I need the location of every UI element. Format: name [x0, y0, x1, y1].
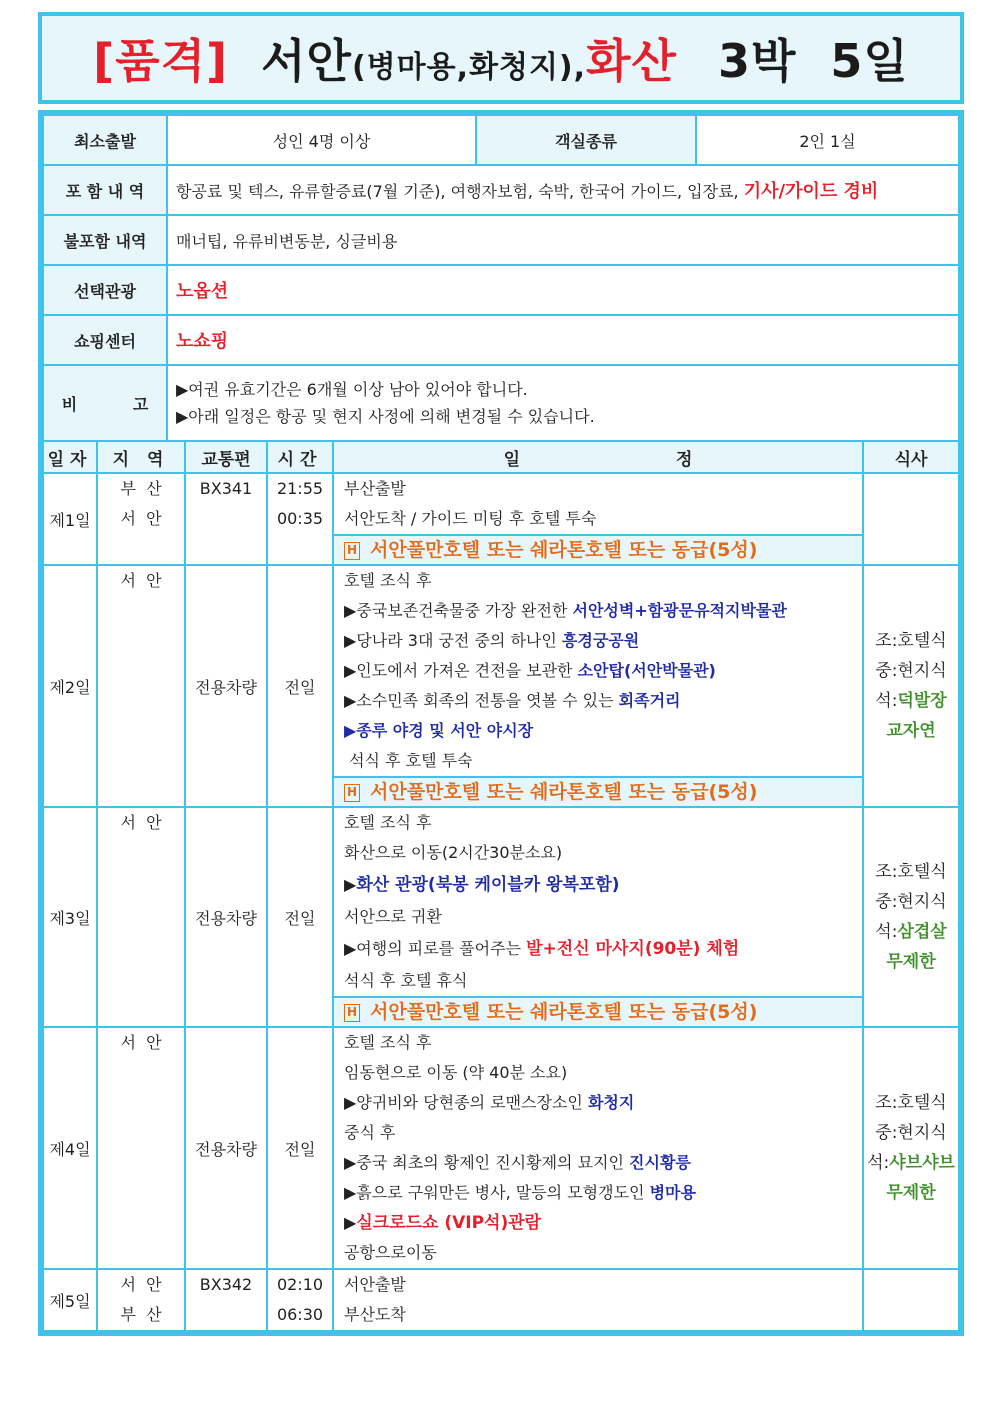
schedule-line: 부산도착 — [344, 1305, 406, 1324]
schedule-line: 석식 후 호텔 휴식 — [344, 971, 468, 990]
header-region: 지 역 — [97, 441, 185, 473]
time-cell — [267, 1269, 333, 1331]
title-city-huashan: 화산 — [586, 34, 677, 88]
meal-dinner-detail: 교자연 — [886, 721, 936, 741]
meal-breakfast: 조:호텔식 — [875, 1093, 947, 1113]
schedule-cell — [333, 807, 863, 1027]
room-type-value: 2인 1실 — [696, 115, 959, 165]
day-row-5 — [43, 1269, 959, 1331]
time-arrive: 00:35 — [276, 509, 324, 528]
hotel-line — [334, 776, 862, 806]
meals-cell — [863, 1027, 959, 1269]
room-type-label: 객실종류 — [476, 115, 696, 165]
header-schedule: 일 정 — [333, 441, 863, 473]
meal-dinner: 석:샤브샤브 — [867, 1153, 955, 1173]
schedule-line: 서안도착 / 가이드 미팅 후 호텔 투숙 — [344, 509, 597, 528]
region-xian: 서 안 — [120, 1033, 162, 1052]
schedule-line: 서안으로 귀환 — [344, 907, 442, 926]
transport-cell: 전용차량 — [185, 1027, 267, 1269]
header-day: 일자 — [43, 441, 97, 473]
hotel-icon: H — [344, 784, 360, 802]
meal-dinner-detail: 무제한 — [886, 1183, 936, 1203]
title-grade: [품격] — [93, 34, 229, 88]
optional-tour-label: 선택관광 — [43, 265, 167, 315]
notes-label: 비 고 — [43, 365, 167, 441]
included-value — [167, 165, 959, 215]
time-cell: 전일 — [267, 1027, 333, 1269]
time-cell: 전일 — [267, 565, 333, 807]
schedule-line: 공항으로이동 — [344, 1243, 437, 1262]
schedule-line: ▶화산 관광(북봉 케이블카 왕복포함) — [344, 875, 620, 895]
meal-lunch: 중:현지식 — [875, 1123, 947, 1143]
day-label: 제1일 — [43, 473, 97, 565]
schedule-line: 중식 후 — [344, 1123, 396, 1142]
title-duration: 3박 5일 — [717, 34, 909, 88]
hotel-name: 서안풀만호텔 또는 쉐라톤호텔 또는 동급(5성) — [370, 1001, 758, 1023]
schedule-line: 부산출발 — [344, 479, 406, 498]
note-change: ▶아래 일정은 항공 및 현지 사정에 의해 변경될 수 있습니다. — [176, 407, 595, 426]
schedule-cell — [333, 473, 863, 565]
schedule-cell — [333, 1269, 863, 1331]
time-cell: 전일 — [267, 807, 333, 1027]
region-cell — [97, 1269, 185, 1331]
hotel-line — [334, 996, 862, 1026]
region-cell — [97, 1027, 185, 1269]
meals-cell — [863, 565, 959, 807]
schedule-cell — [333, 1027, 863, 1269]
schedule-line: ▶당나라 3대 궁전 중의 하나인 흥경궁공원 — [344, 631, 640, 650]
itinerary-table — [42, 440, 960, 1332]
schedule-line: 호텔 조식 후 — [344, 813, 432, 832]
schedule-line: ▶인도에서 가져온 견전을 보관한 소안탑(서안박물관) — [344, 661, 716, 680]
title-city-xian: 서안 — [261, 34, 352, 88]
schedule-line: ▶실크로드쇼 (VIP석)관람 — [344, 1213, 542, 1233]
day-label: 제4일 — [43, 1027, 97, 1269]
schedule-line: ▶여행의 피로를 풀어주는 발+전신 마사지(90분) 체험 — [344, 939, 740, 959]
schedule-line: 화산으로 이동(2시간30분소요) — [344, 843, 563, 862]
meal-dinner-detail: 무제한 — [886, 952, 936, 972]
shopping-label: 쇼핑센터 — [43, 315, 167, 365]
region-busan: 부 산 — [120, 479, 162, 498]
day-label: 제2일 — [43, 565, 97, 807]
shopping-value: 노쇼핑 — [167, 315, 959, 365]
optional-tour-value: 노옵션 — [167, 265, 959, 315]
included-label: 포 함 내 역 — [43, 165, 167, 215]
hotel-name: 서안풀만호텔 또는 쉐라톤호텔 또는 동급(5성) — [370, 781, 758, 803]
schedule-cell — [333, 565, 863, 807]
info-section — [38, 110, 964, 442]
region-xian: 서 안 — [120, 813, 162, 832]
meal-lunch: 중:현지식 — [875, 892, 947, 912]
notes-value — [167, 365, 959, 441]
schedule-line: ▶종루 야경 및 서안 야시장 — [344, 721, 534, 740]
schedule-line: 석식 후 호텔 투숙 — [344, 751, 473, 770]
transport-cell — [185, 473, 267, 565]
schedule-line: 임동현으로 이동 (약 40분 소요) — [344, 1063, 568, 1082]
region-xian: 서 안 — [120, 1275, 162, 1294]
meals-cell — [863, 473, 959, 565]
flight-number: BX342 — [199, 1275, 253, 1294]
transport-cell: 전용차량 — [185, 565, 267, 807]
schedule-line: 호텔 조식 후 — [344, 571, 432, 590]
region-xian: 서 안 — [120, 509, 162, 528]
meals-cell — [863, 1269, 959, 1331]
hotel-icon: H — [344, 1004, 360, 1022]
region-cell — [97, 473, 185, 565]
note-passport: ▶여권 유효기간은 6개월 이상 남아 있어야 합니다. — [176, 380, 528, 399]
schedule-line: ▶흙으로 구워만든 병사, 말등의 모형갱도인 병마용 — [344, 1183, 696, 1202]
excluded-value: 매너팁, 유류비변동분, 싱글비용 — [167, 215, 959, 265]
page-title — [93, 25, 909, 91]
meal-breakfast: 조:호텔식 — [875, 631, 947, 651]
min-departure-value: 성인 4명 이상 — [167, 115, 476, 165]
schedule-line: ▶중국 최초의 황제인 진시황제의 묘지인 진시황릉 — [344, 1153, 691, 1172]
meal-dinner: 석:덕발장 — [875, 691, 947, 711]
header-transport: 교통편 — [185, 441, 267, 473]
hotel-name: 서안풀만호텔 또는 쉐라톤호텔 또는 동급(5성) — [370, 539, 758, 561]
schedule-line: ▶소수민족 회족의 전통을 엿볼 수 있는 회족거리 — [344, 691, 681, 710]
transport-cell: 전용차량 — [185, 807, 267, 1027]
day-row-2 — [43, 565, 959, 807]
schedule-line: ▶양귀비와 당현종의 로맨스장소인 화청지 — [344, 1093, 635, 1112]
day-row-1 — [43, 473, 959, 565]
region-busan: 부 산 — [120, 1305, 162, 1324]
time-arrive: 06:30 — [276, 1305, 324, 1324]
time-depart: 21:55 — [276, 479, 324, 498]
meal-dinner: 석:삼겹살 — [875, 922, 947, 942]
schedule-section — [38, 440, 964, 1336]
meal-breakfast: 조:호텔식 — [875, 862, 947, 882]
header-meals: 식사 — [863, 441, 959, 473]
title-banner — [38, 12, 964, 104]
included-highlight: 기사/가이드 경비 — [743, 181, 879, 202]
schedule-line: 서안출발 — [344, 1275, 406, 1294]
region-cell — [97, 565, 185, 807]
schedule-line: 호텔 조식 후 — [344, 1033, 432, 1052]
day-row-3 — [43, 807, 959, 1027]
meals-cell — [863, 807, 959, 1027]
region-cell — [97, 807, 185, 1027]
day-row-4 — [43, 1027, 959, 1269]
schedule-line: ▶중국보존건축물중 가장 완전한 서안성벽+함광문유적지박물관 — [344, 601, 787, 620]
time-depart: 02:10 — [276, 1275, 324, 1294]
min-departure-label: 최소출발 — [43, 115, 167, 165]
meal-lunch: 중:현지식 — [875, 661, 947, 681]
time-cell — [267, 473, 333, 565]
header-time: 시간 — [267, 441, 333, 473]
transport-cell — [185, 1269, 267, 1331]
included-text: 항공료 및 텍스, 유류할증료(7월 기준), 여행자보험, 숙박, 한국어 가이드, 입장료, — [176, 182, 739, 201]
title-subtitle: (병마용,화청지), — [351, 50, 587, 85]
region-xian: 서 안 — [120, 571, 162, 590]
flight-number: BX341 — [199, 479, 253, 498]
hotel-line — [334, 534, 862, 564]
hotel-icon: H — [344, 542, 360, 560]
day-label: 제5일 — [43, 1269, 97, 1331]
day-label: 제3일 — [43, 807, 97, 1027]
excluded-label: 불포함 내역 — [43, 215, 167, 265]
